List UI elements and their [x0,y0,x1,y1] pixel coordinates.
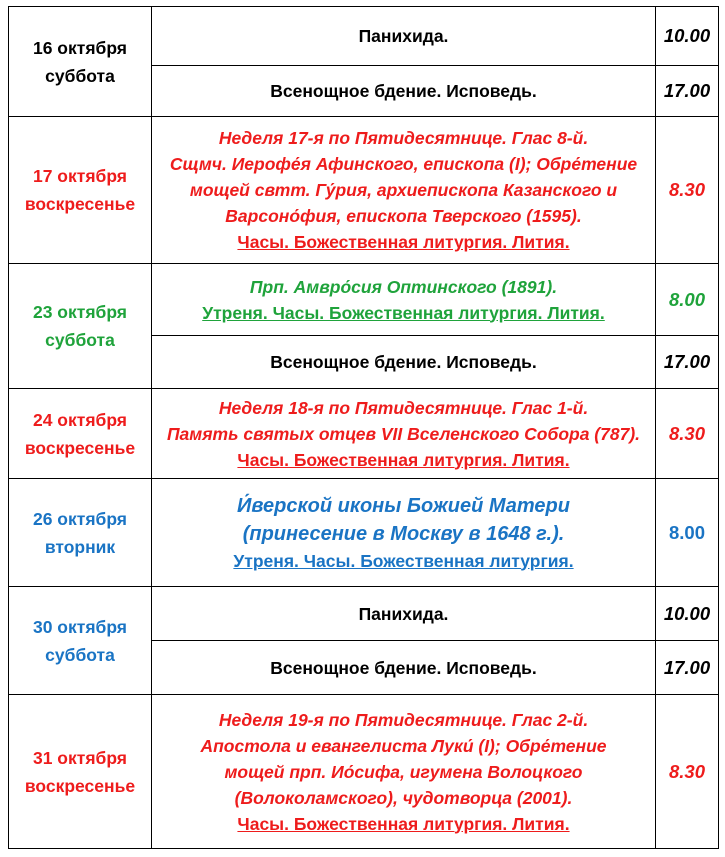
table-row [9,117,719,264]
weekday-label: суббота [45,644,115,665]
date-label: 30 октября [32,616,128,637]
date-cell [9,264,152,389]
weekday-label: воскресенье [24,775,136,796]
event-line: Память святых отцев VII Вселенского Собора (787). [166,423,641,444]
event-cell [152,641,656,695]
event-cell [152,66,656,117]
event-cell [152,695,656,849]
service-line: Часы. Божественная литургия. Лития. [237,449,570,470]
event-line: Сщмч. Иерофе́я Афинского, епископа (I); Обре́тение [169,154,638,174]
table-row [9,7,719,66]
event-line: Неделя 17-я по Пятидесятнице. Глас 8-й. [218,128,589,148]
table-row [9,587,719,641]
table-row [9,695,719,849]
time-cell: 8.30 [656,695,719,849]
date-cell [9,587,152,695]
date-label: 23 октября [32,302,128,322]
event-line: мощей прп. Ио́сифа, игумена Волоцкого [224,761,583,782]
time-cell: 17.00 [656,66,719,117]
time-cell: 8.00 [656,479,719,587]
weekday-label: суббота [45,65,115,86]
event-cell [152,264,656,336]
event-line: мощей свтт. Гу́рия, архиепископа Казанского и [189,180,618,200]
event-title: Всенощное бдение. Исповедь. [270,657,537,678]
time-cell: 17.00 [656,336,719,389]
event-title: Всенощное бдение. Исповедь. [270,81,537,101]
event-cell [152,336,656,389]
event-cell [152,389,656,479]
event-title: Всенощное бдение. Исповедь. [270,352,537,372]
service-line: Утреня. Часы. Божественная литургия. Лития. [202,302,605,323]
date-label: 31 октября [32,747,128,768]
event-title: Панихида. [358,603,449,624]
event-line: Прп. Амвро́сия Оптинского (1891). [249,276,558,297]
event-cell [152,587,656,641]
service-line: Утреня. Часы. Божественная литургия. [233,550,574,571]
time-cell: 17.00 [656,641,719,695]
event-line: Апостола и евангелиста Луки́ (I); Обре́тение [200,735,607,756]
weekday-label: вторник [44,536,116,557]
event-cell [152,117,656,264]
time-cell: 8.30 [656,117,719,264]
event-title: Панихида. [358,26,449,46]
time-cell: 8.00 [656,264,719,336]
event-line: Неделя 18-я по Пятидесятнице. Глас 1-й. [218,397,589,418]
date-label: 16 октября [32,37,128,58]
table-row [9,264,719,336]
date-cell [9,7,152,117]
table-row [9,389,719,479]
time-cell: 10.00 [656,587,719,641]
event-line: Неделя 19-я по Пятидесятнице. Глас 2-й. [218,709,589,730]
date-cell [9,117,152,264]
date-cell [9,695,152,849]
date-cell [9,479,152,587]
date-label: 17 октября [32,166,128,186]
weekday-label: воскресенье [24,437,136,458]
event-line: (принесение в Москву в 1648 г.). [242,522,565,545]
schedule-table [8,6,719,849]
service-line: Часы. Божественная литургия. Лития. [237,813,570,834]
service-line: Часы. Божественная литургия. Лития. [237,232,570,252]
date-label: 26 октября [32,508,128,529]
event-line: И́верской иконы Божией Матери [237,494,570,517]
time-cell: 10.00 [656,7,719,66]
time-cell: 8.30 [656,389,719,479]
event-cell [152,7,656,66]
date-cell [9,389,152,479]
date-label: 24 октября [32,409,128,430]
weekday-label: суббота [45,330,115,350]
event-cell [152,479,656,587]
event-line: (Волоколамского), чудотворца (2001). [234,787,573,808]
weekday-label: воскресенье [24,194,136,214]
table-row [9,479,719,587]
event-line: Варсоно́фия, епископа Тверского (1595). [225,206,582,226]
